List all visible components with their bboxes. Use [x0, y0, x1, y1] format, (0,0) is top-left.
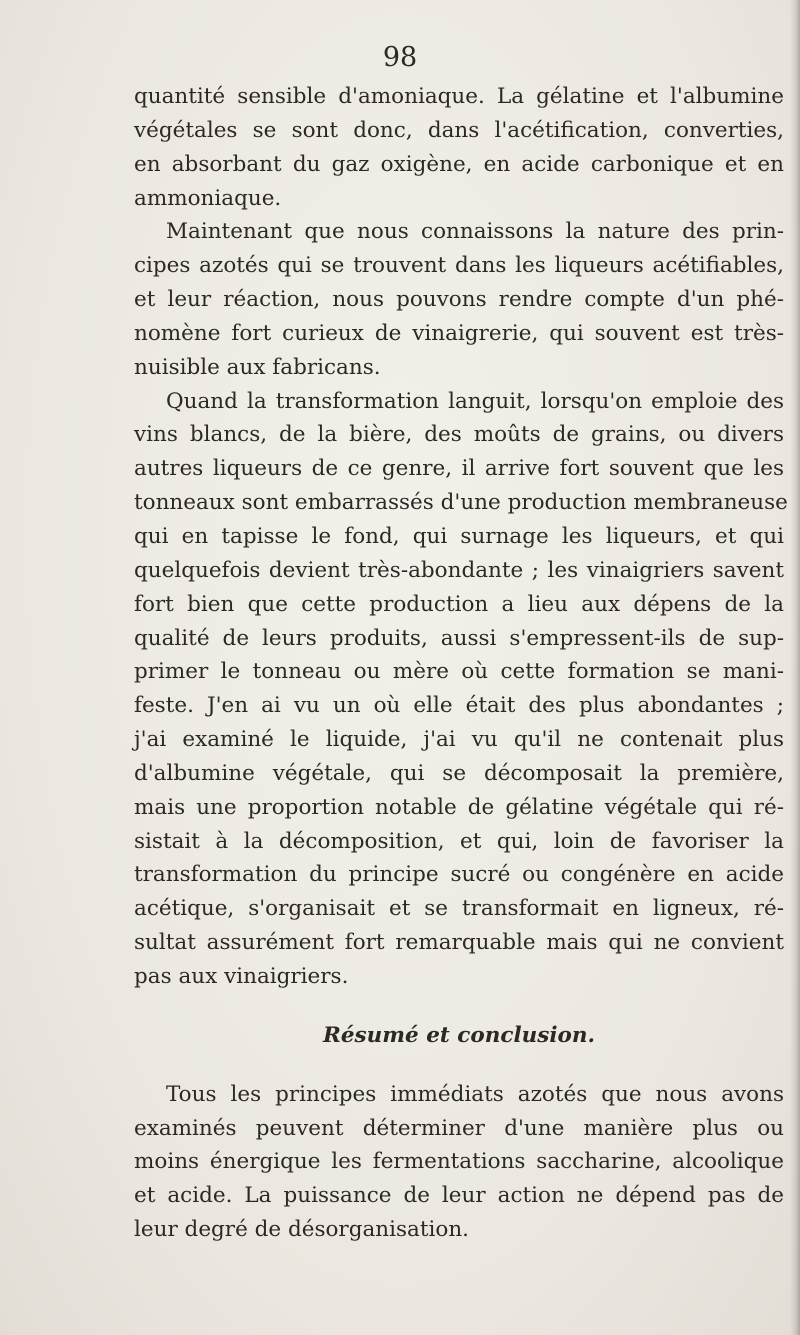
text-line: sultat assurément fort remarquable mais qui ne convient — [134, 930, 784, 956]
text-line: j'ai examiné le liquide, j'ai vu qu'il ne contenait plus — [134, 727, 784, 753]
text-line: nuisible aux fabricans. — [134, 354, 381, 380]
text-line: fort bien que cette production a lieu aux dépens de la — [134, 591, 784, 617]
text-line: quantité sensible d'amoniaque. La gélatine et l'albumine — [134, 84, 784, 109]
page-number: 98 — [382, 42, 418, 73]
text-line: autres liqueurs de ce genre, il arrive fort souvent que les — [134, 456, 784, 482]
text-line: nomène fort curieux de vinaigrerie, qui souvent est très- — [134, 320, 784, 346]
text-line: et leur réaction, nous pouvons rendre compte d'un phé- — [134, 287, 784, 313]
text-line: qualité de leurs produits, aussi s'empressent-ils de sup- — [134, 625, 784, 651]
paragraph-2 — [134, 215, 784, 384]
text-line: mais une proportion notable de gélatine végétale qui ré- — [134, 794, 784, 820]
body-text — [134, 80, 788, 1247]
text-line: végétales se sont donc, dans l'acétification, converties, — [134, 117, 784, 143]
text-line: et acide. La puissance de leur action ne dépend pas de — [134, 1183, 784, 1209]
section-gap — [134, 994, 784, 1008]
text-line: ammoniaque. — [134, 185, 282, 211]
text-line: primer le tonneau ou mère où cette formation se mani- — [134, 659, 784, 685]
text-line: vins blancs, de la bière, des moûts de grains, ou divers — [134, 422, 784, 448]
page-edge-shadow — [790, 0, 800, 1335]
text-line: qui en tapisse le fond, qui surnage les liqueurs, et qui — [134, 523, 784, 549]
text-line: cipes azotés qui se trouvent dans les liqueurs acétifiables, — [134, 253, 784, 279]
text-line: tonneaux sont embarrassés d'une production membraneuse — [134, 490, 788, 516]
text-line: Quand la transformation languit, lorsqu'on emploie des — [166, 388, 784, 414]
text-line: leur degré de désorganisation. — [134, 1217, 470, 1243]
paragraph-3 — [134, 385, 788, 994]
text-line: en absorbant du gaz oxigène, en acide carbonique et en — [134, 151, 784, 177]
text-line: examinés peuvent déterminer d'une manière plus ou — [134, 1115, 784, 1141]
text-line: transformation du principe sucré ou congénère en acide — [134, 862, 784, 888]
paragraph-1 — [134, 80, 784, 215]
text-line: moins énergique les fermentations saccharine, alcoolique — [134, 1149, 784, 1175]
section-heading: Résumé et conclusion. — [323, 1022, 595, 1048]
text-line: acétique, s'organisait et se transformait en ligneux, ré- — [134, 896, 784, 922]
text-line: Maintenant que nous connaissons la nature des prin- — [166, 219, 784, 245]
text-line: quelquefois devient très-abondante ; les vinaigriers savent — [134, 557, 784, 583]
paragraph-conclusion — [134, 1078, 784, 1247]
text-line: sistait à la décomposition, et qui, loin de favoriser la — [134, 828, 784, 854]
text-line: d'albumine végétale, qui se décomposait la première, — [134, 760, 784, 786]
section-gap — [134, 1064, 784, 1078]
text-line: Tous les principes immédiats azotés que nous avons — [166, 1081, 784, 1107]
text-line: feste. J'en ai vu un où elle était des plus abondantes ; — [134, 693, 784, 719]
text-line: pas aux vinaigriers. — [134, 963, 349, 989]
